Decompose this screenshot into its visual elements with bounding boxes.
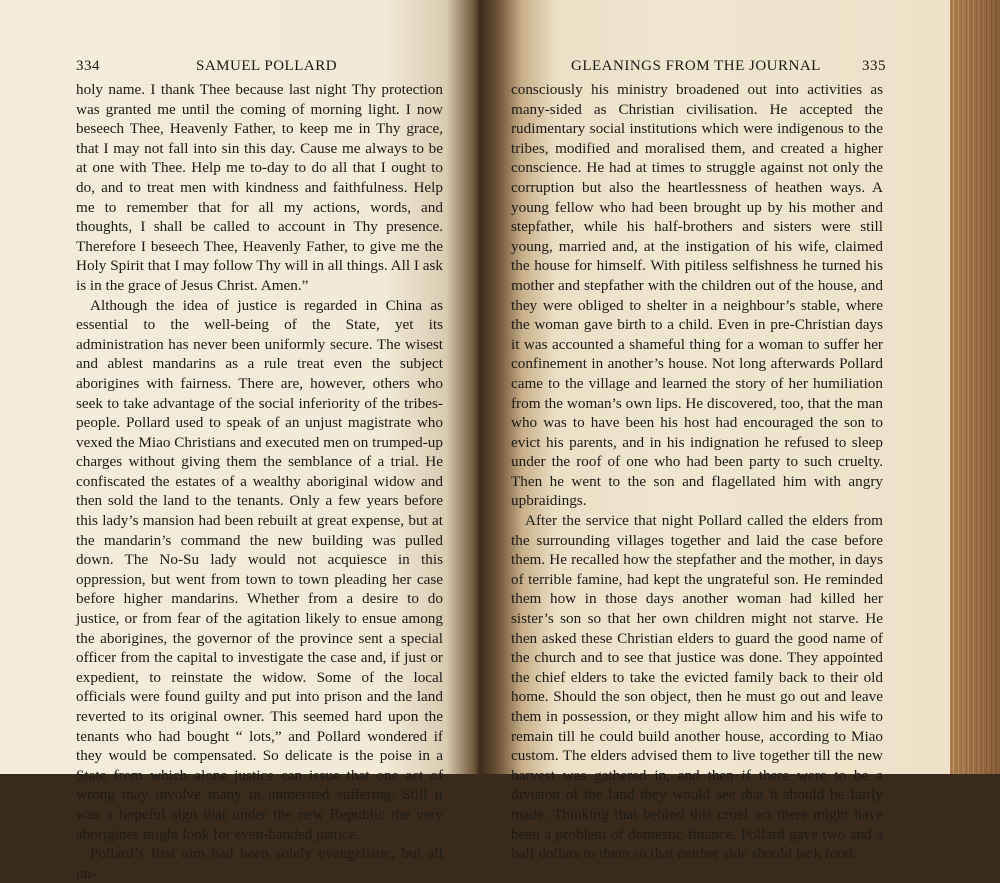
right-paragraph: consciously his ministry broadened out into activities as many-sided as Christian civilisation. He accepted the rudimentary social institutions which were indigenous to the tribes, modified and moralised them, and created a higher conscience. He had at times to struggle against not only the corruption but also the heartlessness of heathen ways. A young fellow who had been brought up by his mother and stepfather, while his half-brothers and sisters were still young, married and, at the instigation of his wife, claimed the house for himself. With pitiless selfishness he turned his mother and stepfather with the children out of the house, and they were obliged to shelter in a neighbour’s stable, where the woman gave birth to a child. Even in pre-Christian days it was accounted a shameful thing for a woman to suffer her confinement in another’s house. Not long afterwards Pollard came to the village and learned the story of her humiliation from the woman’s own lips. He discovered, too, that the man who was to have been his host had encouraged the son to evict his parents, and in his indignation he refused to sleep under the roof of one who had been party to such cruelty. Then he went to the son and flagellated him with angry upbraidings.: [511, 81, 883, 510]
left-page-text: [76, 80, 443, 883]
left-paragraph: Although the idea of justice is regarded in China as essential to the well-being of the State, yet its administration has never been uniformly secure. The wisest and ablest mandarins as a rule treat even the subject aborigines with fairness. There are, however, others who seek to take advantage of the social inferiority of the tribes-people. Pollard used to speak of an unjust magistrate who vexed the Miao Christians and executed men on trumped-up charges without giving them the semblance of a trial. He confiscated the estates of a wealthy aboriginal widow and then sold the land to the tenants. Only a few years before this lady’s mansion had been rebuilt at great expense, but at the mandarin’s command the new building was pulled down. The No-Su lady would not acquiesce in this oppression, but went from town to town pleading her case before higher mandarins. Whether from a desire to do justice, or from fear of the agitation likely to ensue among the aborigines, the governor of the province sent a special officer from the capital to investigate the case and, if just or expedient, to reinstate the widow. Some of the local officials were found guilty and put into prison and the land reverted to its original owner. This seemed hard upon the tenants who had bought “ lots,” and Pollard wondered if they would be compensated. So delicate is the poise in a State from which alone justice can issue that one act of wrong may involve many in unmerited suffering. Still it was a hopeful sign that under the new Republic the very aborigines might look for even-handed justice.: [76, 296, 443, 843]
page-edges: [950, 0, 1000, 774]
right-page-number: 335: [862, 58, 886, 74]
right-paragraph: After the service that night Pollard called the elders from the surrounding villages together and laid the case before them. He recalled how the stepfather and the mother, in days of terrible famine, had kept the ungrateful son. He reminded them how in those days another woman had killed her sister’s son so that her own children might not starve. He then asked these Christian elders to guard the good name of the church and to see that justice was done. They appointed the chief elders to take the evicted family back to their old home. Should the son object, then he must go out and leave them in possession, or they might allow him and his wife to remain till he could build another house, according to Miao custom. The elders advised them to live together till the new harvest was gathered in, and then if there were to be a division of the land they would see that it should be fairly made. Thinking that behind this cruel act there might have been a problem of domestic finance, Pollard gave two and a half dollars to them so that neither side should lack food.: [511, 512, 883, 863]
right-page-text: [511, 80, 883, 864]
left-paragraph: Pollard’s first aim had been solely evangelistic, but all un-: [76, 845, 443, 882]
right-running-head: GLEANINGS FROM THE JOURNAL: [571, 58, 821, 74]
left-page-number: 334: [76, 58, 100, 74]
left-paragraph: holy name. I thank Thee because last night Thy protection was granted me until the coming of morning light. I now beseech Thee, Heavenly Father, to keep me in Thy grace, that I may not fall into sin this day. Cause me always to be at one with Thee. Help me to-day to do all that I ought to do, and to treat men with kindness and faithfulness. Help me to remember that for all my actions, words, and thoughts, I shall be called to account in Thy presence. Therefore I beseech Thee, Heavenly Father, to give me the Holy Spirit that I may follow Thy will in all things. All I ask is in the grace of Jesus Christ. Amen.”: [76, 81, 443, 294]
left-running-head: SAMUEL POLLARD: [196, 58, 338, 74]
